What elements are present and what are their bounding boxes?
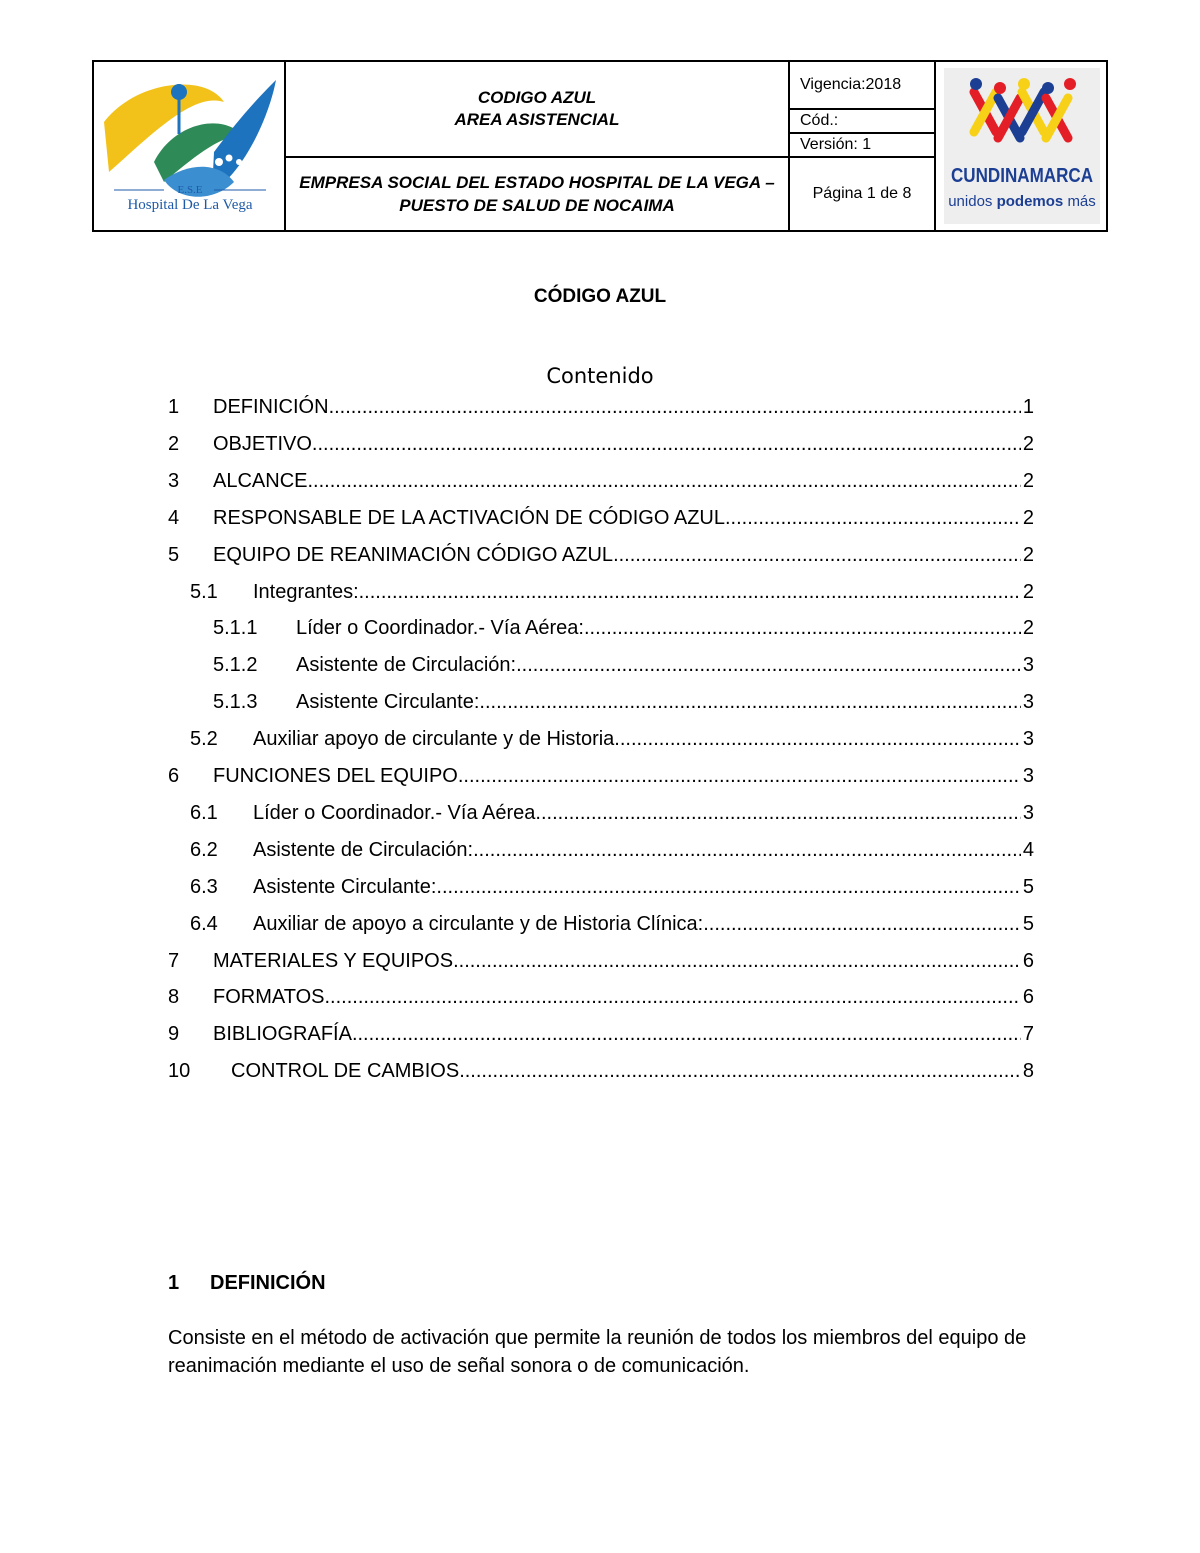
toc-entry-leader — [613, 544, 1021, 567]
header-title-line2: AREA ASISTENCIAL — [454, 110, 620, 129]
toc-entry-page: 2 — [1022, 580, 1034, 603]
toc-entry-number: 8 — [168, 986, 180, 1009]
toc-entry[interactable] — [168, 1023, 1034, 1053]
toc-entry-number: 5.1.2 — [213, 654, 258, 677]
toc-entry-number: 6.3 — [190, 875, 218, 898]
toc-entry-page: 4 — [1022, 838, 1034, 861]
toc-entry-title: RESPONSABLE DE LA ACTIVACIÓN DE CÓDIGO AZUL — [213, 506, 725, 529]
cundinamarca-name: CUNDINAMARCA — [951, 165, 1093, 187]
toc-entry-number: 5.1.1 — [213, 617, 258, 640]
toc-entry-leader — [459, 1060, 1021, 1083]
cundinamarca-logo-icon — [936, 62, 1106, 230]
toc-entry-leader — [453, 950, 1021, 973]
toc-entry[interactable] — [168, 544, 1034, 574]
toc-entry[interactable] — [168, 765, 1034, 795]
toc-entry-leader — [584, 617, 1021, 640]
toc-entry[interactable] — [190, 581, 1034, 611]
toc-entry-title: Asistente de Circulación: — [296, 654, 517, 677]
toc-entry-page: 3 — [1022, 691, 1034, 714]
toc-entry-page: 2 — [1022, 617, 1034, 640]
toc-entry-page: 3 — [1022, 801, 1034, 824]
toc-entry-title: FORMATOS — [213, 986, 325, 1009]
header-vigencia: Vigencia:2018 — [790, 62, 936, 110]
section-1-title: DEFINICIÓN — [210, 1272, 326, 1294]
header-entity-name: EMPRESA SOCIAL DEL ESTADO HOSPITAL DE LA VEGA – PUESTO DE SALUD DE NOCAIMA — [299, 173, 775, 215]
toc-entry-title: EQUIPO DE REANIMACIÓN CÓDIGO AZUL — [213, 543, 614, 566]
toc-entry-leader — [458, 765, 1021, 788]
toc-entry-page: 3 — [1022, 654, 1034, 677]
toc-entry-page: 8 — [1022, 1060, 1034, 1083]
toc-entry-number: 10 — [168, 1060, 191, 1083]
toc-entry-page: 2 — [1022, 506, 1034, 529]
toc-entry-leader — [703, 913, 1021, 936]
toc-entry-page: 5 — [1022, 875, 1034, 898]
toc-entry[interactable] — [190, 728, 1034, 758]
toc-entry[interactable] — [190, 876, 1034, 906]
toc-entry-title: Asistente de Circulación: — [253, 838, 474, 861]
toc-entry[interactable] — [213, 691, 1034, 721]
toc-entry-number: 7 — [168, 949, 180, 972]
toc-entry-leader — [479, 691, 1020, 714]
section-1-number: 1 — [168, 1272, 180, 1294]
toc-entry-page: 5 — [1022, 912, 1034, 935]
toc-entry-leader — [516, 654, 1021, 677]
toc-entry-number: 5.2 — [190, 728, 218, 751]
header-title-cell — [286, 62, 790, 158]
toc-entry-title: Líder o Coordinador.- Vía Aérea: — [296, 617, 584, 640]
header-page-count: Página 1 de 8 — [790, 158, 936, 230]
toc-entry-leader — [352, 1023, 1021, 1046]
toc-entry-page: 2 — [1022, 432, 1034, 455]
toc-entry[interactable] — [190, 802, 1034, 832]
toc-entry-page: 6 — [1022, 986, 1034, 1009]
header-title-line1: CODIGO AZUL — [477, 88, 597, 107]
toc-entry-leader — [324, 986, 1020, 1009]
toc-entry-page: 3 — [1022, 728, 1034, 751]
toc-entry-leader — [359, 581, 1021, 604]
toc-entry[interactable] — [213, 617, 1034, 647]
section-1-heading — [168, 1272, 326, 1295]
toc-entry[interactable] — [168, 1060, 1034, 1090]
toc-entry-number: 5.1.3 — [213, 691, 258, 714]
header-version: Versión: 1 — [790, 134, 936, 158]
toc-entry[interactable] — [190, 839, 1034, 869]
cundinamarca-slogan: unidos podemos más — [948, 193, 1096, 210]
toc-entry-number: 4 — [168, 506, 180, 529]
toc-entry-title: OBJETIVO — [213, 432, 312, 455]
hospital-logo-line2: Hospital De La Vega — [127, 197, 253, 213]
toc-entry-title: CONTROL DE CAMBIOS — [231, 1060, 460, 1083]
toc-entry-number: 6.2 — [190, 838, 218, 861]
toc-entry-leader — [535, 802, 1020, 825]
toc-entry-leader — [725, 507, 1021, 530]
document-header-table — [92, 60, 1108, 232]
toc-entry-leader — [307, 470, 1020, 493]
toc-entry-page: 2 — [1022, 543, 1034, 566]
toc-entry-leader — [312, 433, 1021, 456]
toc-entry-title: Asistente Circulante: — [296, 691, 480, 714]
toc-entry-leader — [436, 876, 1020, 899]
toc-entry[interactable] — [168, 396, 1034, 426]
header-codigo: Cód.: — [790, 110, 936, 134]
section-1-body: Consiste en el método de activación que permite la reunión de todos los miembros del equipo de reanimación mediante el uso de señal sonora o de comunicación. — [168, 1327, 1027, 1377]
toc-entry-number: 6.4 — [190, 912, 218, 935]
toc-entry-title: DEFINICIÓN — [213, 396, 329, 418]
toc-entry-title: ALCANCE — [213, 469, 308, 492]
toc-entry-title: Integrantes: — [253, 580, 359, 603]
toc-entry-number: 5 — [168, 543, 180, 566]
toc-entry-number: 5.1 — [190, 580, 218, 603]
toc-entry-leader — [614, 728, 1021, 751]
toc-entry-leader — [329, 396, 1021, 419]
toc-heading: Contenido — [546, 364, 654, 388]
toc-entry-page: 7 — [1022, 1023, 1034, 1046]
toc-entry-leader — [473, 839, 1021, 862]
toc-entry-number: 6.1 — [190, 801, 218, 824]
toc-entry-page: 2 — [1022, 469, 1034, 492]
toc-entry[interactable] — [168, 470, 1034, 500]
hospital-logo-icon — [94, 62, 286, 230]
toc-entry[interactable] — [213, 654, 1034, 684]
toc-entry-number: 9 — [168, 1023, 180, 1046]
cundinamarca-logo — [936, 62, 1106, 230]
toc-entry-page: 6 — [1022, 949, 1034, 972]
hospital-logo — [94, 62, 286, 230]
toc-entry-title: Auxiliar apoyo de circulante y de Historia — [253, 728, 615, 751]
toc-entry[interactable] — [190, 913, 1034, 943]
toc-entry-title: Líder o Coordinador.- Vía Aérea — [253, 801, 536, 824]
toc-entry-title: BIBLIOGRAFÍA — [213, 1023, 352, 1046]
toc-entry-number: 6 — [168, 765, 180, 787]
header-entity-cell — [286, 158, 790, 230]
toc-entry-page: 3 — [1022, 765, 1034, 787]
document-title: CÓDIGO AZUL — [533, 286, 667, 307]
toc-entry[interactable] — [168, 433, 1034, 463]
toc-entry-title: FUNCIONES DEL EQUIPO — [213, 765, 458, 787]
toc-entry-title: MATERIALES Y EQUIPOS — [213, 949, 454, 972]
hospital-logo-line1: E.S.E — [177, 184, 203, 196]
toc-entry[interactable] — [168, 986, 1034, 1016]
toc-entry-number: 3 — [168, 469, 180, 492]
toc-entry-number: 1 — [168, 396, 180, 418]
toc-entry[interactable] — [168, 507, 1034, 537]
toc-entry-number: 2 — [168, 432, 180, 455]
toc-entry-title: Auxiliar de apoyo a circulante y de Historia Clínica: — [253, 912, 704, 935]
toc-entry-page: 1 — [1022, 396, 1034, 418]
toc-entry[interactable] — [168, 950, 1034, 980]
toc-entry-title: Asistente Circulante: — [253, 875, 437, 898]
